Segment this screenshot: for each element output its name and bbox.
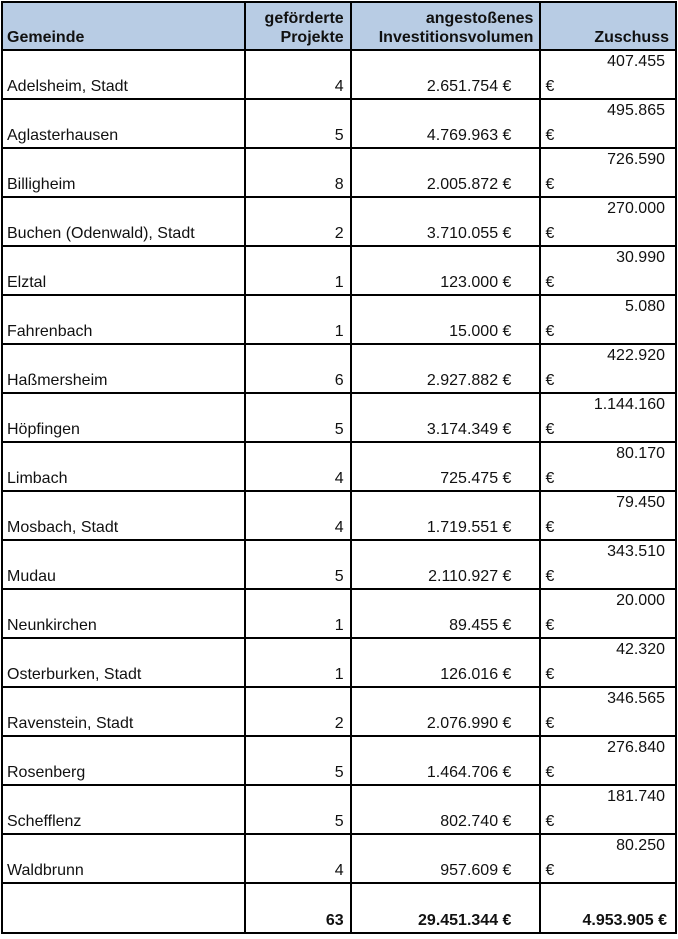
cell-gemeinde: Elztal <box>2 246 245 295</box>
cell-zuschuss <box>540 99 676 148</box>
currency-symbol: € <box>545 470 555 487</box>
cell-projekte: 5 <box>245 540 351 589</box>
total-investitionsvolumen: 29.451.344 € <box>351 883 541 933</box>
currency-symbol: € <box>545 421 555 438</box>
zuschuss-value: 80.170 <box>616 445 665 462</box>
header-zuschuss: Zuschuss <box>540 2 676 50</box>
cell-investitionsvolumen: 3.710.055 € <box>351 197 541 246</box>
table-row <box>2 344 676 393</box>
cell-gemeinde: Mosbach, Stadt <box>2 491 245 540</box>
currency-symbol: € <box>545 568 555 585</box>
cell-gemeinde: Osterburken, Stadt <box>2 638 245 687</box>
table-row <box>2 491 676 540</box>
cell-projekte: 1 <box>245 638 351 687</box>
total-gemeinde <box>2 883 245 933</box>
zuschuss-value: 80.250 <box>616 837 665 854</box>
table-row <box>2 295 676 344</box>
cell-gemeinde: Billigheim <box>2 148 245 197</box>
cell-zuschuss <box>540 393 676 442</box>
cell-gemeinde: Buchen (Odenwald), Stadt <box>2 197 245 246</box>
zuschuss-value: 495.865 <box>607 102 665 119</box>
cell-investitionsvolumen: 15.000 € <box>351 295 541 344</box>
table-row <box>2 785 676 834</box>
cell-zuschuss <box>540 736 676 785</box>
table-row <box>2 736 676 785</box>
cell-projekte: 2 <box>245 687 351 736</box>
header-projekte: geförderte Projekte <box>245 2 351 50</box>
cell-gemeinde: Rosenberg <box>2 736 245 785</box>
table-row <box>2 638 676 687</box>
header-row <box>2 2 676 50</box>
currency-symbol: € <box>545 813 555 830</box>
zuschuss-value: 346.565 <box>607 690 665 707</box>
table-row <box>2 50 676 99</box>
header-investitionsvolumen: angestoßenes Investitionsvolumen <box>351 2 541 50</box>
currency-symbol: € <box>545 274 555 291</box>
cell-gemeinde: Fahrenbach <box>2 295 245 344</box>
currency-symbol: € <box>545 617 555 634</box>
table-row <box>2 834 676 883</box>
cell-zuschuss <box>540 491 676 540</box>
currency-symbol: € <box>545 715 555 732</box>
zuschuss-value: 20.000 <box>616 592 665 609</box>
table-row <box>2 246 676 295</box>
zuschuss-value: 181.740 <box>607 788 665 805</box>
cell-zuschuss <box>540 148 676 197</box>
zuschuss-value: 42.320 <box>616 641 665 658</box>
cell-zuschuss <box>540 687 676 736</box>
cell-gemeinde: Limbach <box>2 442 245 491</box>
table-row <box>2 687 676 736</box>
cell-gemeinde: Mudau <box>2 540 245 589</box>
cell-investitionsvolumen: 802.740 € <box>351 785 541 834</box>
cell-gemeinde: Ravenstein, Stadt <box>2 687 245 736</box>
zuschuss-value: 5.080 <box>624 298 665 315</box>
table-row <box>2 393 676 442</box>
currency-symbol: € <box>545 372 555 389</box>
cell-investitionsvolumen: 2.076.990 € <box>351 687 541 736</box>
currency-symbol: € <box>545 764 555 781</box>
cell-projekte: 4 <box>245 442 351 491</box>
cell-investitionsvolumen: 1.719.551 € <box>351 491 541 540</box>
cell-projekte: 4 <box>245 491 351 540</box>
cell-investitionsvolumen: 725.475 € <box>351 442 541 491</box>
table-row <box>2 197 676 246</box>
cell-investitionsvolumen: 3.174.349 € <box>351 393 541 442</box>
cell-gemeinde: Aglasterhausen <box>2 99 245 148</box>
zuschuss-value: 726.590 <box>607 151 665 168</box>
table-row <box>2 442 676 491</box>
cell-investitionsvolumen: 1.464.706 € <box>351 736 541 785</box>
cell-zuschuss <box>540 344 676 393</box>
cell-projekte: 1 <box>245 589 351 638</box>
cell-gemeinde: Waldbrunn <box>2 834 245 883</box>
table-row <box>2 589 676 638</box>
cell-projekte: 1 <box>245 246 351 295</box>
total-projekte: 63 <box>245 883 351 933</box>
table-row <box>2 540 676 589</box>
cell-gemeinde: Höpfingen <box>2 393 245 442</box>
cell-zuschuss <box>540 589 676 638</box>
cell-projekte: 5 <box>245 736 351 785</box>
cell-gemeinde: Schefflenz <box>2 785 245 834</box>
zuschuss-value: 343.510 <box>607 543 665 560</box>
currency-symbol: € <box>545 127 555 144</box>
zuschuss-value: 1.144.160 <box>593 396 665 413</box>
total-row <box>2 883 676 933</box>
cell-zuschuss <box>540 785 676 834</box>
cell-zuschuss <box>540 295 676 344</box>
cell-zuschuss <box>540 442 676 491</box>
cell-gemeinde: Adelsheim, Stadt <box>2 50 245 99</box>
cell-investitionsvolumen: 2.927.882 € <box>351 344 541 393</box>
cell-gemeinde: Neunkirchen <box>2 589 245 638</box>
currency-symbol: € <box>545 176 555 193</box>
cell-investitionsvolumen: 2.005.872 € <box>351 148 541 197</box>
cell-projekte: 1 <box>245 295 351 344</box>
cell-zuschuss <box>540 197 676 246</box>
cell-investitionsvolumen: 957.609 € <box>351 834 541 883</box>
cell-projekte: 4 <box>245 50 351 99</box>
zuschuss-value: 276.840 <box>607 739 665 756</box>
cell-investitionsvolumen: 123.000 € <box>351 246 541 295</box>
currency-symbol: € <box>545 862 555 879</box>
cell-projekte: 4 <box>245 834 351 883</box>
cell-zuschuss <box>540 834 676 883</box>
cell-projekte: 2 <box>245 197 351 246</box>
currency-symbol: € <box>545 519 555 536</box>
table-row <box>2 99 676 148</box>
cell-projekte: 5 <box>245 785 351 834</box>
cell-projekte: 6 <box>245 344 351 393</box>
header-gemeinde: Gemeinde <box>2 2 245 50</box>
table-row <box>2 148 676 197</box>
zuschuss-value: 422.920 <box>607 347 665 364</box>
currency-symbol: € <box>545 666 555 683</box>
cell-projekte: 5 <box>245 393 351 442</box>
cell-zuschuss <box>540 246 676 295</box>
cell-zuschuss <box>540 50 676 99</box>
cell-projekte: 5 <box>245 99 351 148</box>
cell-investitionsvolumen: 2.651.754 € <box>351 50 541 99</box>
cell-zuschuss <box>540 540 676 589</box>
currency-symbol: € <box>545 78 555 95</box>
cell-investitionsvolumen: 4.769.963 € <box>351 99 541 148</box>
zuschuss-value: 270.000 <box>607 200 665 217</box>
cell-investitionsvolumen: 89.455 € <box>351 589 541 638</box>
zuschuss-value: 79.450 <box>616 494 665 511</box>
cell-zuschuss <box>540 638 676 687</box>
funding-table <box>1 1 677 934</box>
zuschuss-value: 30.990 <box>616 249 665 266</box>
zuschuss-value: 407.455 <box>607 53 665 70</box>
cell-gemeinde: Haßmersheim <box>2 344 245 393</box>
currency-symbol: € <box>545 323 555 340</box>
cell-projekte: 8 <box>245 148 351 197</box>
cell-investitionsvolumen: 126.016 € <box>351 638 541 687</box>
total-zuschuss: 4.953.905 € <box>540 883 676 933</box>
currency-symbol: € <box>545 225 555 242</box>
cell-investitionsvolumen: 2.110.927 € <box>351 540 541 589</box>
